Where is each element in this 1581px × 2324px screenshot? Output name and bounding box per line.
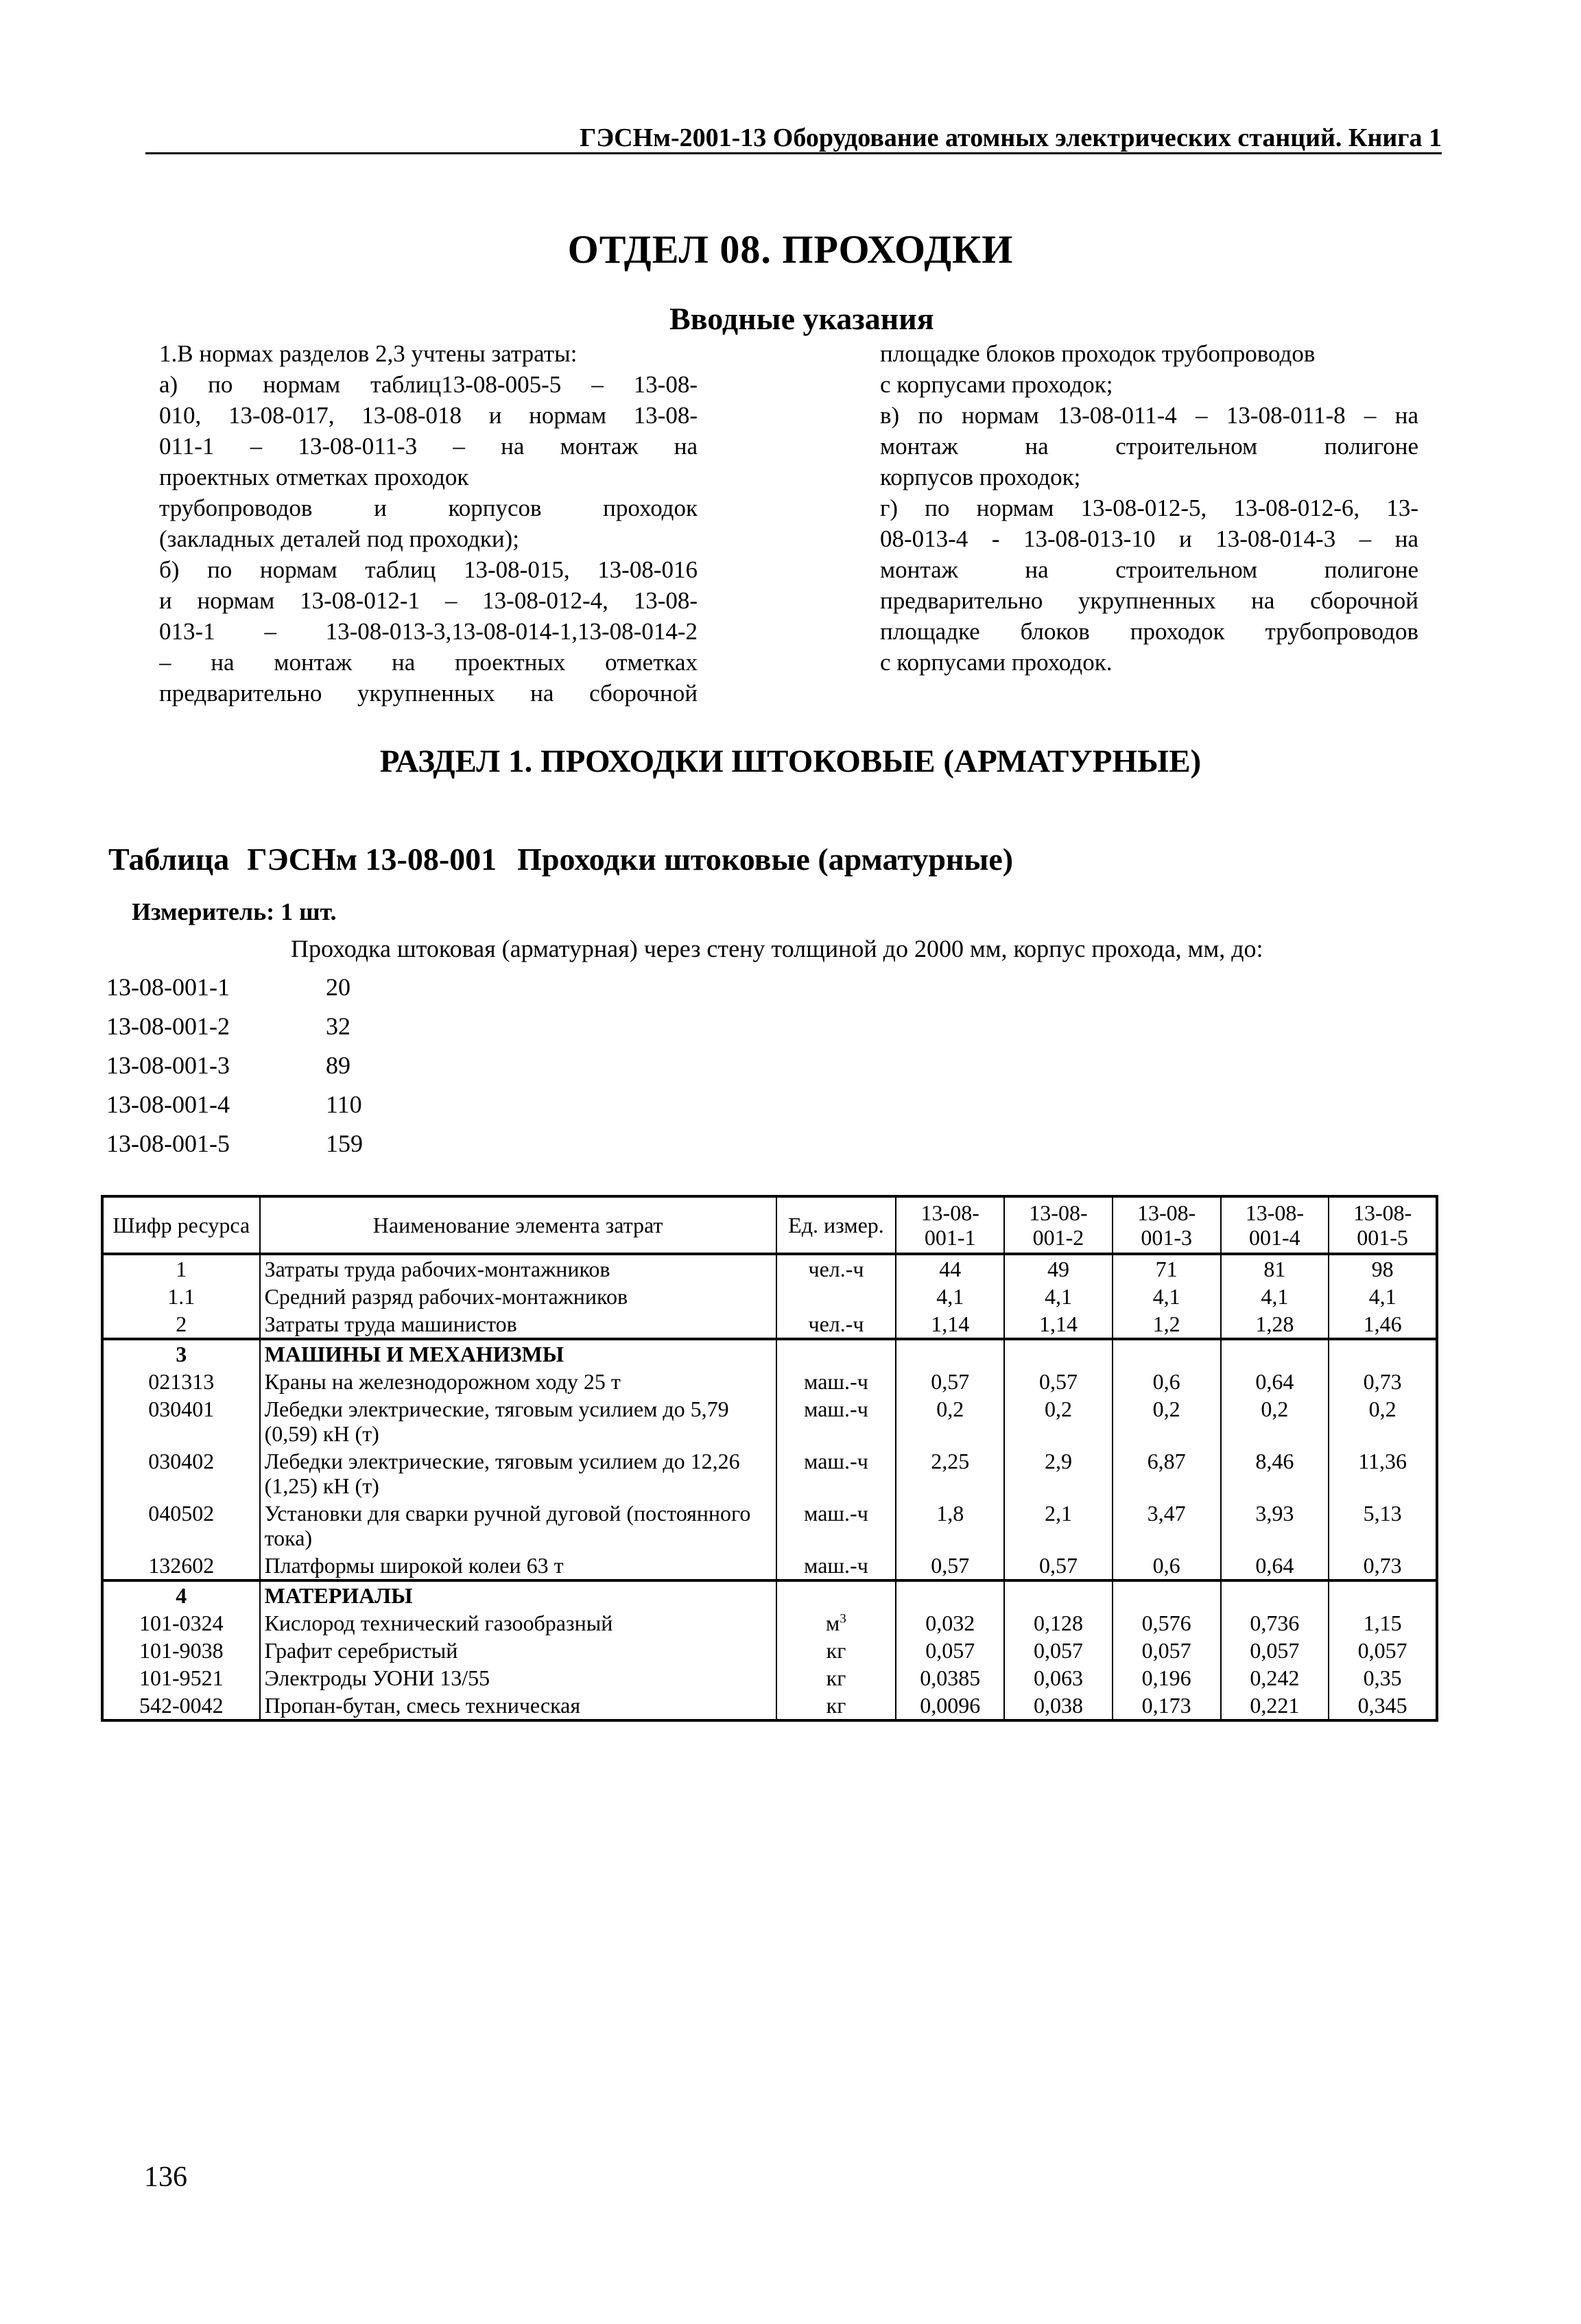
resource-value: 0,057	[896, 1637, 1004, 1664]
resource-value: 5,13	[1329, 1499, 1437, 1552]
intro-line: – на монтаж на проектных отметках	[159, 649, 698, 676]
resource-unit	[776, 1664, 896, 1692]
resource-name: Затраты труда машинистов	[260, 1310, 776, 1339]
intro-line: 010, 13-08-017, 13-08-018 и нормам 13-08-	[159, 402, 698, 429]
resource-value: 0,345	[1329, 1692, 1437, 1720]
resource-value: 0,35	[1329, 1664, 1437, 1692]
resource-value	[1113, 1339, 1221, 1368]
meter: Измеритель: 1 шт.	[132, 898, 337, 925]
resource-value: 0,73	[1329, 1552, 1437, 1580]
resource-table	[101, 1195, 1438, 1722]
resource-value: 0,57	[896, 1368, 1004, 1395]
resource-value: 0,057	[1004, 1637, 1113, 1664]
resource-value: 2,9	[1004, 1447, 1113, 1499]
unit-text: маш.-ч	[804, 1369, 868, 1394]
table-body	[102, 1254, 1437, 1720]
resource-value: 49	[1004, 1254, 1113, 1283]
resource-code: 542-0042	[102, 1692, 260, 1720]
resource-value: 0,64	[1221, 1368, 1329, 1395]
resource-code: 1	[102, 1254, 260, 1283]
intro-line: 013-1 – 13-08-013-3,13-08-014-1,13-08-014-2	[159, 618, 698, 645]
intro-line: площадке блоков проходок трубопроводов	[880, 340, 1316, 367]
unit-text: кг	[826, 1638, 846, 1663]
intro-right-column	[880, 338, 1418, 678]
resource-unit	[776, 1310, 896, 1339]
intro-line: и нормам 13-08-012-1 – 13-08-012-4, 13-08-	[159, 587, 698, 614]
resource-value: 0,2	[1221, 1395, 1329, 1447]
resource-value: 44	[896, 1254, 1004, 1283]
header-col: 13-08-001-3	[1113, 1196, 1221, 1254]
variant-value: 159	[326, 1130, 363, 1157]
header-rule	[145, 152, 1442, 154]
table-row	[102, 1692, 1437, 1720]
intro-left-column	[159, 338, 698, 709]
page-number: 136	[144, 2161, 187, 2193]
resource-value: 0,221	[1221, 1692, 1329, 1720]
resource-value: 0,2	[1329, 1395, 1437, 1447]
intro-line: монтаж на строительном полигоне	[880, 433, 1418, 460]
intro-line: корпусов проходок;	[880, 464, 1081, 490]
intro-line: б) по нормам таблиц 13-08-015, 13-08-016	[159, 556, 698, 583]
table-row	[102, 1310, 1437, 1339]
table-header-row	[102, 1196, 1437, 1254]
resource-code: 030401	[102, 1395, 260, 1447]
intro-line: 08-013-4 - 13-08-013-10 и 13-08-014-3 – на	[880, 525, 1418, 552]
resource-value: 0,128	[1004, 1609, 1113, 1637]
resource-name: МАШИНЫ И МЕХАНИЗМЫ	[260, 1339, 776, 1368]
header-unit: Ед. измер.	[776, 1196, 896, 1254]
variant-code: 13-08-001-1	[106, 973, 230, 1001]
resource-name: Лебедки электрические, тяговым усилием до 12,26 (1,25) кН (т)	[260, 1447, 776, 1499]
unit-text: маш.-ч	[804, 1397, 868, 1421]
resource-value: 3,47	[1113, 1499, 1221, 1552]
resource-unit	[776, 1339, 896, 1368]
resource-value: 2,1	[1004, 1499, 1113, 1552]
resource-name: Средний разряд рабочих-монтажников	[260, 1283, 776, 1310]
resource-value: 6,87	[1113, 1447, 1221, 1499]
resource-value	[896, 1580, 1004, 1609]
resource-value	[1004, 1339, 1113, 1368]
resource-value: 71	[1113, 1254, 1221, 1283]
resource-value: 0,2	[896, 1395, 1004, 1447]
resource-code: 4	[102, 1580, 260, 1609]
resource-value	[1221, 1339, 1329, 1368]
table-row	[102, 1664, 1437, 1692]
resource-value: 0,57	[896, 1552, 1004, 1580]
intro-line: площадке блоков проходок трубопроводов	[880, 618, 1418, 645]
intro-line: предварительно укрупненных на сборочной	[880, 587, 1418, 614]
header-name: Наименование элемента затрат	[260, 1196, 776, 1254]
intro-title: Вводные указания	[669, 301, 934, 336]
variant-row	[106, 1090, 362, 1119]
variant-value: 110	[326, 1091, 362, 1118]
resource-value	[1004, 1580, 1113, 1609]
intro-line: г) по нормам 13-08-012-5, 13-08-012-6, 13-	[880, 495, 1418, 521]
resource-value: 0,173	[1113, 1692, 1221, 1720]
variant-row	[106, 1129, 363, 1158]
resource-value: 4,1	[1221, 1283, 1329, 1310]
resource-value: 0,196	[1113, 1664, 1221, 1692]
resource-code: 101-0324	[102, 1609, 260, 1637]
department-title: ОТДЕЛ 08. ПРОХОДКИ	[567, 227, 1014, 272]
unit-text: м	[826, 1611, 840, 1635]
intro-line: предварительно укрупненных на сборочной	[159, 680, 698, 707]
resource-unit	[776, 1499, 896, 1552]
intro-line: (закладных деталей под проходки);	[159, 525, 519, 552]
unit-text: чел.-ч	[808, 1312, 864, 1336]
resource-value: 1,8	[896, 1499, 1004, 1552]
resource-value	[1329, 1580, 1437, 1609]
resource-name: МАТЕРИАЛЫ	[260, 1580, 776, 1609]
resource-code: 132602	[102, 1552, 260, 1580]
resource-value: 1,15	[1329, 1609, 1437, 1637]
resource-value: 0,736	[1221, 1609, 1329, 1637]
variant-value: 32	[326, 1012, 350, 1040]
resource-value: 0,057	[1221, 1637, 1329, 1664]
intro-line: с корпусами проходок;	[880, 371, 1113, 398]
resource-name: Краны на железнодорожном ходу 25 т	[260, 1368, 776, 1395]
intro-line: в) по нормам 13-08-011-4 – 13-08-011-8 – на	[880, 402, 1418, 429]
resource-value: 0,242	[1221, 1664, 1329, 1692]
resource-unit	[776, 1368, 896, 1395]
table-row	[102, 1552, 1437, 1580]
variant-code: 13-08-001-4	[106, 1091, 230, 1118]
resource-value	[1113, 1580, 1221, 1609]
resource-name: Пропан-бутан, смесь техническая	[260, 1692, 776, 1720]
resource-value: 0,032	[896, 1609, 1004, 1637]
resource-value: 98	[1329, 1254, 1437, 1283]
resource-value: 0,57	[1004, 1368, 1113, 1395]
table-title-label: Таблица	[108, 842, 230, 877]
resource-name: Кислород технический газообразный	[260, 1609, 776, 1637]
resource-unit	[776, 1580, 896, 1609]
resource-value: 0,6	[1113, 1552, 1221, 1580]
resource-value: 2,25	[896, 1447, 1004, 1499]
table-row	[102, 1609, 1437, 1637]
norm-description: Проходка штоковая (арматурная) через стену толщиной до 2000 мм, корпус прохода, мм, до:	[291, 935, 1263, 962]
intro-line: монтаж на строительном полигоне	[880, 556, 1418, 583]
table-title	[108, 841, 1013, 877]
resource-value: 4,1	[1329, 1283, 1437, 1310]
table-row	[102, 1499, 1437, 1552]
table-row	[102, 1395, 1437, 1447]
header-col: 13-08-001-1	[896, 1196, 1004, 1254]
resource-value: 0,057	[1329, 1637, 1437, 1664]
resource-value: 81	[1221, 1254, 1329, 1283]
resource-unit	[776, 1395, 896, 1447]
table-row	[102, 1637, 1437, 1664]
unit-text: чел.-ч	[808, 1257, 864, 1281]
resource-value	[1221, 1580, 1329, 1609]
resource-value: 0,57	[1004, 1552, 1113, 1580]
unit-text: маш.-ч	[804, 1501, 868, 1526]
header-code: Шифр ресурса	[102, 1196, 260, 1254]
resource-value: 1,14	[1004, 1310, 1113, 1339]
resource-value: 0,0096	[896, 1692, 1004, 1720]
header-col: 13-08-001-5	[1329, 1196, 1437, 1254]
resource-value: 1,2	[1113, 1310, 1221, 1339]
header-col: 13-08-001-4	[1221, 1196, 1329, 1254]
table-title-code: ГЭСНм 13-08-001	[247, 842, 497, 877]
unit-text: кг	[826, 1665, 846, 1690]
header-col: 13-08-001-2	[1004, 1196, 1113, 1254]
resource-value: 8,46	[1221, 1447, 1329, 1499]
resource-code: 2	[102, 1310, 260, 1339]
table-title-name: Проходки штоковые (арматурные)	[517, 842, 1014, 877]
table-row	[102, 1283, 1437, 1310]
resource-code: 3	[102, 1339, 260, 1368]
intro-line: трубопроводов и корпусов проходок	[159, 495, 698, 521]
resource-code: 021313	[102, 1368, 260, 1395]
intro-line: 1.В нормах разделов 2,3 учтены затраты:	[159, 340, 578, 367]
variant-code: 13-08-001-3	[106, 1052, 230, 1079]
resource-value: 0,063	[1004, 1664, 1113, 1692]
resource-value: 0,0385	[896, 1664, 1004, 1692]
resource-code: 1.1	[102, 1283, 260, 1310]
resource-value: 3,93	[1221, 1499, 1329, 1552]
resource-value: 1,46	[1329, 1310, 1437, 1339]
resource-code: 101-9038	[102, 1637, 260, 1664]
running-header: ГЭСНм-2001-13 Оборудование атомных электрических станций. Книга 1	[580, 123, 1442, 152]
resource-unit	[776, 1692, 896, 1720]
variant-row	[106, 973, 350, 1001]
resource-value	[896, 1339, 1004, 1368]
resource-value	[1329, 1339, 1437, 1368]
resource-name: Графит серебристый	[260, 1637, 776, 1664]
resource-value: 0,2	[1113, 1395, 1221, 1447]
resource-value: 4,1	[896, 1283, 1004, 1310]
resource-value: 4,1	[1004, 1283, 1113, 1310]
resource-code: 040502	[102, 1499, 260, 1552]
resource-name: Установки для сварки ручной дуговой (постоянного тока)	[260, 1499, 776, 1552]
table-group-row	[102, 1339, 1437, 1368]
resource-value: 0,038	[1004, 1692, 1113, 1720]
unit-text: кг	[826, 1693, 846, 1718]
variant-row	[106, 1012, 350, 1041]
resource-name: Платформы широкой колеи 63 т	[260, 1552, 776, 1580]
resource-unit	[776, 1609, 896, 1637]
variant-code: 13-08-001-5	[106, 1130, 230, 1157]
resource-value: 0,73	[1329, 1368, 1437, 1395]
resource-unit	[776, 1552, 896, 1580]
intro-line: а) по нормам таблиц13-08-005-5 – 13-08-	[159, 371, 698, 398]
resource-unit	[776, 1447, 896, 1499]
resource-unit	[776, 1637, 896, 1664]
resource-value: 11,36	[1329, 1447, 1437, 1499]
resource-value: 0,6	[1113, 1368, 1221, 1395]
resource-value: 0,057	[1113, 1637, 1221, 1664]
resource-value: 4,1	[1113, 1283, 1221, 1310]
resource-value: 0,576	[1113, 1609, 1221, 1637]
variant-code: 13-08-001-2	[106, 1012, 230, 1040]
table-row	[102, 1254, 1437, 1283]
variant-value: 89	[326, 1052, 350, 1079]
resource-value: 0,2	[1004, 1395, 1113, 1447]
resource-name: Электроды УОНИ 13/55	[260, 1664, 776, 1692]
resource-value: 1,14	[896, 1310, 1004, 1339]
intro-line: проектных отметках проходок	[159, 464, 469, 490]
resource-value: 1,28	[1221, 1310, 1329, 1339]
variant-value: 20	[326, 973, 350, 1001]
resource-code: 030402	[102, 1447, 260, 1499]
resource-name: Затраты труда рабочих-монтажников	[260, 1254, 776, 1283]
table-row	[102, 1447, 1437, 1499]
section-title: РАЗДЕЛ 1. ПРОХОДКИ ШТОКОВЫЕ (АРМАТУРНЫЕ)	[379, 744, 1202, 779]
resource-name: Лебедки электрические, тяговым усилием до 5,79 (0,59) кН (т)	[260, 1395, 776, 1447]
unit-text: маш.-ч	[804, 1449, 868, 1473]
resource-unit	[776, 1254, 896, 1283]
resource-unit	[776, 1283, 896, 1310]
unit-text: маш.-ч	[804, 1553, 868, 1578]
unit-superscript: 3	[840, 1611, 846, 1626]
intro-line: 011-1 – 13-08-011-3 – на монтаж на	[159, 433, 698, 460]
table-group-row	[102, 1580, 1437, 1609]
table-row	[102, 1368, 1437, 1395]
resource-value: 0,64	[1221, 1552, 1329, 1580]
resource-code: 101-9521	[102, 1664, 260, 1692]
variant-row	[106, 1051, 350, 1080]
intro-line: с корпусами проходок.	[880, 649, 1113, 676]
